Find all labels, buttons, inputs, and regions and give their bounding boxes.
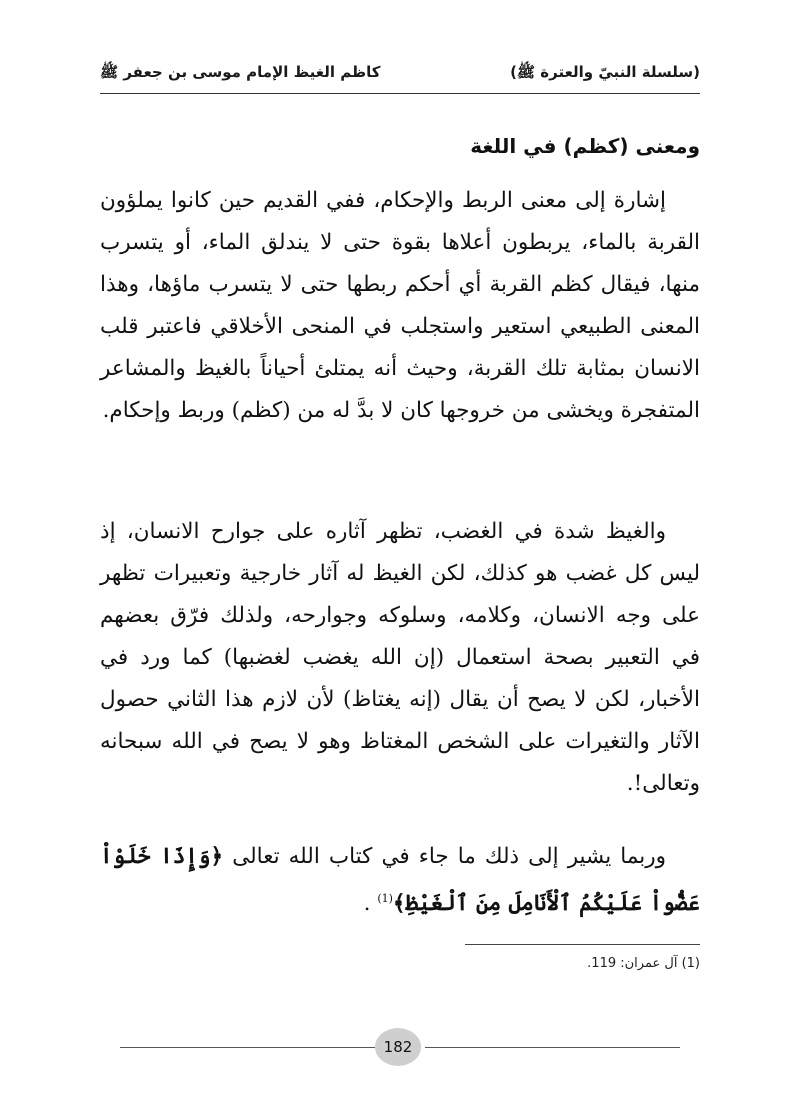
- quran-verse: ﴿وَإِذَا خَلَوْاْ عَضُّواْ عَلَيْكُمُ ٱلْأَنَامِلَ مِنَ ٱلْغَيْظِ﴾: [100, 844, 700, 917]
- running-header: [100, 58, 700, 90]
- paragraph-2: [100, 511, 700, 805]
- page-number-rule-left: [120, 1047, 375, 1048]
- paragraph-3-intro: وربما يشير إلى ذلك ما جاء في كتاب الله تعالى: [232, 844, 667, 869]
- footnote-divider: [465, 944, 700, 945]
- page-number: 182: [375, 1028, 421, 1066]
- paragraph-3-end: .: [363, 891, 371, 917]
- footnote: (1) آل عمران: 119.: [587, 956, 700, 971]
- paragraph-3: [100, 836, 700, 925]
- paragraph-1-text: إشارة إلى معنى الربط والإحكام، ففي القديم حين كانوا يملؤون القربة بالماء، يربطون أعلاها بقوة حتى لا يندلق الماء، أو يتسرب منها، فيقال كظم القربة أي أحكم ربطها حتى لا يتسرب ماؤها، وهذا المعنى الطبيعي استعير واستجلب في المنحى الأخلاقي فاعتبر قلب الانسان بمثابة تلك القربة، وحيث أنه يمتلئ أحياناً بالغيظ والمشاعر المتفجرة ويخشى من خروجها كان لا بدَّ له من (كظم) وربط وإحكام.: [100, 188, 700, 423]
- header-series-title: (سلسلة النبيّ والعترة ﷺ): [510, 63, 700, 81]
- paragraph-1: [100, 180, 700, 432]
- page-number-rule-right: [425, 1047, 680, 1048]
- header-divider: [100, 93, 700, 94]
- paragraph-2-text: والغيظ شدة في الغضب، تظهر آثاره على جوارح الانسان، إذ ليس كل غضب هو كذلك، لكن الغيظ له آثار خارجية وتعبيرات تظهر على وجه الانسان، وكلامه، وسلوكه وجوارحه، ولذلك فرّق بعضهم في التعبير بصحة استعمال (إن الله يغضب لغضبها) كما ورد في الأخبار، لكن لا يصح أن يقال (إنه يغتاظ) لأن لازم هذا الثاني حصول الآثار والتغيرات على الشخص المغتاظ وهو لا يصح في الله سبحانه وتعالى!.: [100, 519, 700, 796]
- section-heading: ومعنى (كظم) في اللغة: [470, 134, 700, 158]
- footnote-reference: (1): [377, 892, 393, 905]
- header-book-title: كاظم الغيظ الإمام موسى بن جعفر ﷺ: [100, 63, 381, 81]
